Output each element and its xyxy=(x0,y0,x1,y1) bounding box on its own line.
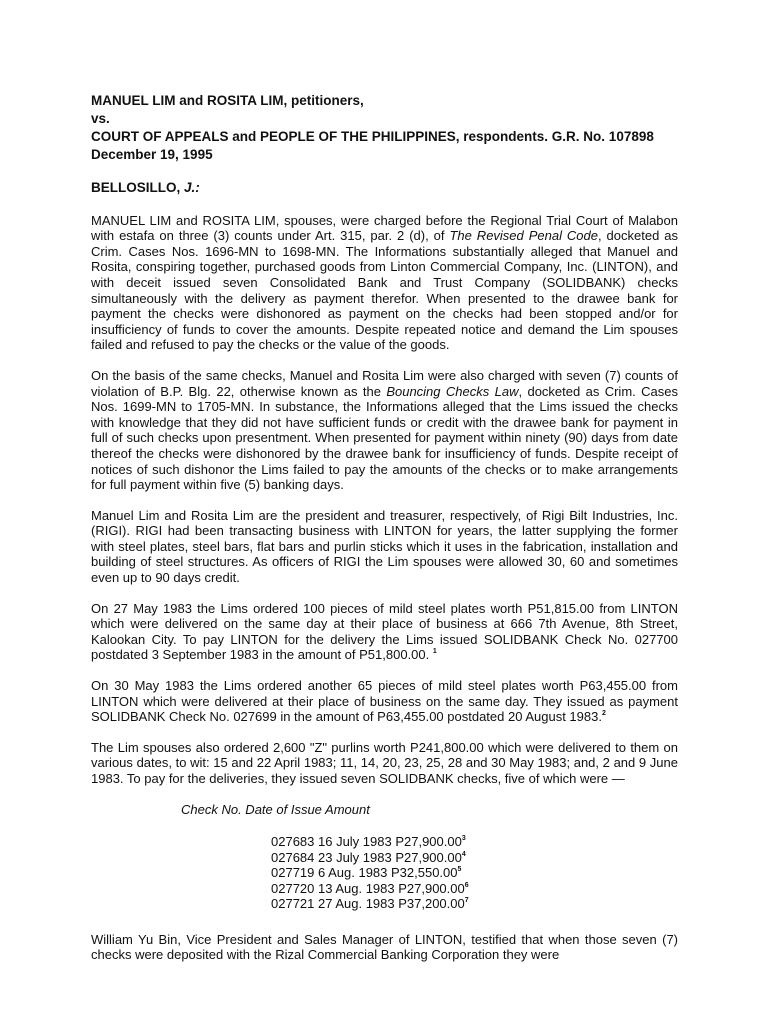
check-row xyxy=(271,896,678,912)
paragraph-6: The Lim spouses also ordered 2,600 "Z" purlins worth P241,800.00 which were delivered to them on various dates, to wit: 15 and 22 April 1983; 11, 14, 20, 23, 25, 28 and 30 May 1983; and, 2 and 9 June 1983. To pay for the deliveries, they issued seven SOLIDBANK checks, five of which were — xyxy=(91,739,678,786)
paragraph-4 xyxy=(91,601,678,663)
footnote-ref-7[interactable]: 7 xyxy=(464,897,469,905)
paragraph-2-text-a: On the basis of the same checks, Manuel and Rosita Lim were also charged with seven (7) counts of violation of B.P. Blg. 22, otherwise known as the xyxy=(91,367,678,399)
footnote-ref-5[interactable]: 5 xyxy=(457,866,462,874)
paragraph-3: Manuel Lim and Rosita Lim are the president and treasurer, respectively, of Rigi Bilt Industries, Inc. (RIGI). RIGI had been transacting business with LINTON for years, the latter supplying the former with steel plates, steel bars, flat bars and purlin sticks which it uses in the fabrication, installation and building of steel structures. As officers of RIGI the Lim spouses were allowed 30, 60 and sometimes even up to 90 days credit. xyxy=(91,507,678,586)
footnote-ref-4[interactable]: 4 xyxy=(461,850,466,858)
bouncing-checks-law-title: Bouncing Checks Law xyxy=(386,383,519,399)
check-row xyxy=(271,881,678,897)
check-row-text: 027719 6 Aug. 1983 P32,550.00 xyxy=(271,865,458,881)
ponente xyxy=(91,180,678,196)
revised-penal-code-title: The Revised Penal Code xyxy=(449,228,598,244)
paragraph-5 xyxy=(91,678,678,725)
versus-line: vs. xyxy=(91,111,110,126)
check-row-text: 027721 27 Aug. 1983 P37,200.00 xyxy=(271,896,465,912)
check-row xyxy=(271,834,678,850)
checks-table-header: Check No. Date of Issue Amount xyxy=(181,801,370,817)
footnote-ref-2[interactable]: 2 xyxy=(601,710,606,718)
paragraph-7: William Yu Bin, Vice President and Sales Manager of LINTON, testified that when those seven (7) checks were deposited with the Rizal Commercial Banking Corporation they were xyxy=(91,931,678,963)
paragraph-1-text-b: , docketed as Crim. Cases Nos. 1696-MN to 1698-MN. The Informations substantially alleged that Manuel and Rosita, conspiring together, purchased goods from Linton Commercial Company, Inc. (LINTON), and with deceit issued seven Consolidated Bank and Trust Company (SOLIDBANK) checks simultaneously with the delivery as payment therefor. When presented to the drawee bank for payment the checks were dishonored as payment on the checks had been stopped and/or for insufficiency of funds to cover the amounts. Despite repeated notice and demand the Lim spouses failed and refused to pay the checks or the value of the goods. xyxy=(91,228,678,353)
check-row xyxy=(271,850,678,866)
paragraph-4-text: On 27 May 1983 the Lims ordered 100 pieces of mild steel plates worth P51,815.00 from LINTON which were delivered on the same day at their place of business at 666 7th Avenue, 8th Street, Kalookan City. To pay LINTON for the delivery the Lims issued SOLIDBANK Check No. 027700 postdated 3 September 1983 in the amount of P51,800.00. xyxy=(91,600,678,663)
footnote-ref-1[interactable]: 1 xyxy=(432,648,437,656)
petitioners-line: MANUEL LIM and ROSITA LIM, petitioners, xyxy=(91,93,364,108)
checks-table xyxy=(271,834,678,912)
ponente-name: BELLOSILLO, xyxy=(91,180,181,195)
footnote-ref-3[interactable]: 3 xyxy=(461,835,466,843)
paragraph-5-text: On 30 May 1983 the Lims ordered another 65 pieces of mild steel plates worth P63,455.00 from LINTON which were delivered at their place of business on the same day. They issued as payment SOLIDBANK Check No. 027699 in the amount of P63,455.00 postdated 20 August 1983. xyxy=(91,678,678,725)
check-row-text: 027683 16 July 1983 P27,900.00 xyxy=(271,834,462,850)
check-row-text: 027720 13 Aug. 1983 P27,900.00 xyxy=(271,880,465,896)
respondents-line: COURT OF APPEALS and PEOPLE OF THE PHILIPPINES, respondents. G.R. No. 107898 December 19, 1995 xyxy=(91,129,654,162)
paragraph-1-text-a: MANUEL LIM and ROSITA LIM, spouses, were charged before the Regional Trial Court of Malabon with estafa on three (3) counts under Art. 315, par. 2 (d), of xyxy=(91,212,678,244)
document-content xyxy=(91,92,678,978)
case-heading xyxy=(91,92,678,164)
check-row xyxy=(271,865,678,881)
paragraph-2 xyxy=(91,368,678,493)
ponente-suffix: J.: xyxy=(184,180,200,195)
check-row-text: 027684 23 July 1983 P27,900.00 xyxy=(271,849,462,865)
footnote-ref-6[interactable]: 6 xyxy=(464,881,469,889)
paragraph-2-text-b: , docketed as Crim. Cases Nos. 1699-MN to 1705-MN. In substance, the Informations alleged that the Lims issued the checks with knowledge that they did not have sufficient funds or credit with the drawee bank for payment in full of such checks upon presentment. When presented for payment within ninety (90) days from date thereof the checks were dishonored by the drawee bank for insufficiency of funds. Despite receipt of notices of such dishonor the Lims failed to pay the amounts of the checks or to make arrangements for full payment within five (5) banking days. xyxy=(91,383,678,493)
paragraph-1 xyxy=(91,213,678,353)
